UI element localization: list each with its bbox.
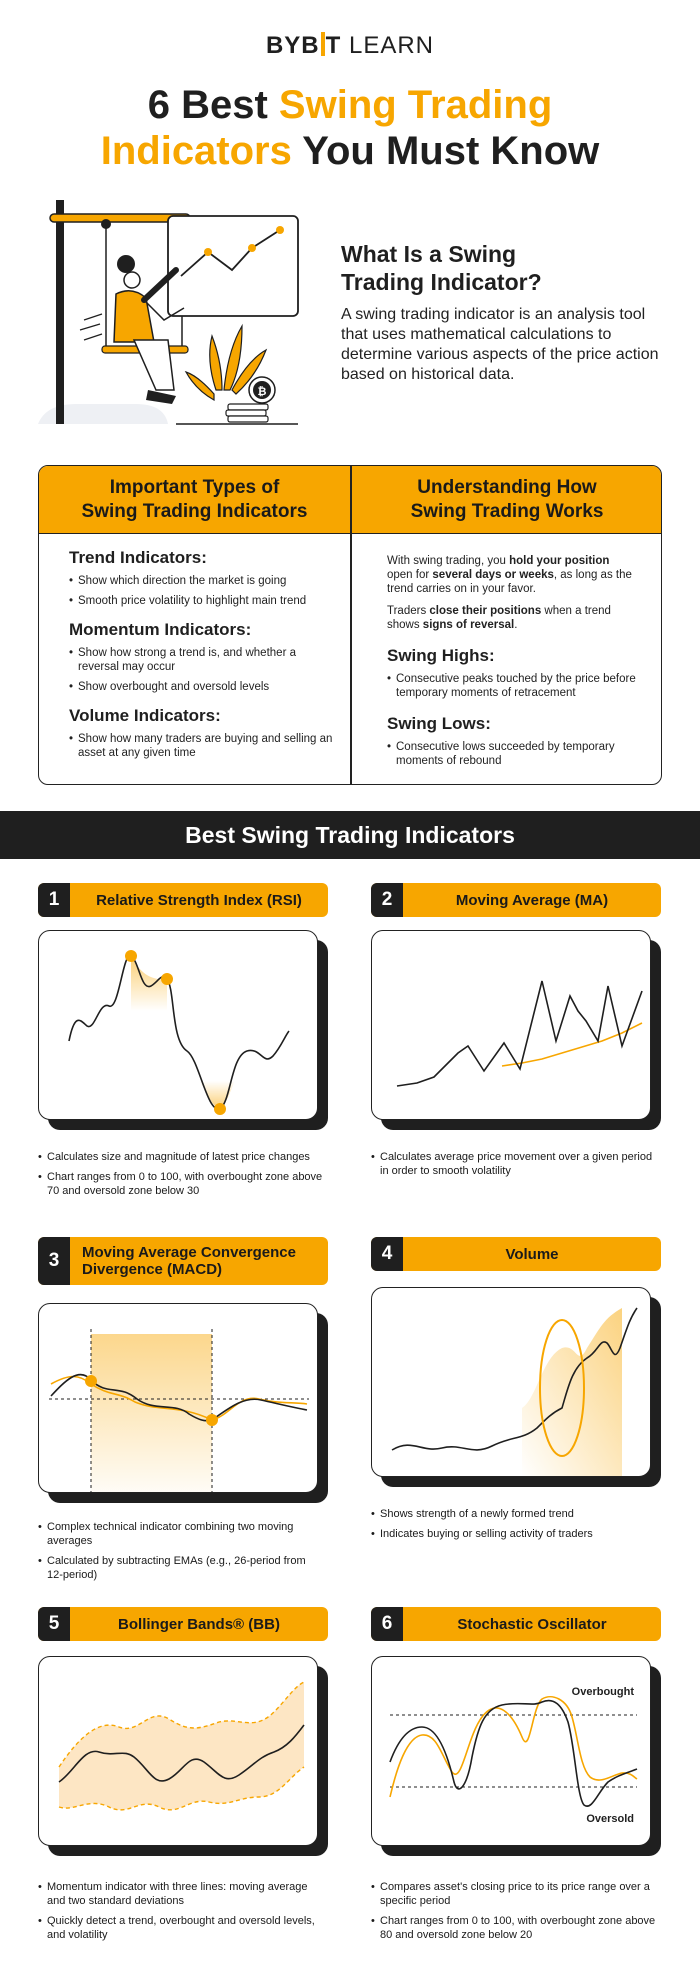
list-item: • Shows strength of a newly formed trend xyxy=(371,1507,661,1521)
brand-learn: LEARN xyxy=(348,32,435,59)
title-line2-dark: You Must Know xyxy=(291,129,600,173)
stochastic-chart xyxy=(371,1656,651,1846)
indicator-label-macd xyxy=(38,1237,328,1285)
ma-bullets xyxy=(371,1150,661,1184)
indicator-number: 5 xyxy=(38,1607,70,1641)
types-understanding-box xyxy=(38,465,662,785)
text-span: when a trend shows xyxy=(387,605,611,631)
bitcoin-icon: ₿ xyxy=(257,385,267,398)
types-heading-line2: Swing Trading Indicators xyxy=(81,500,308,522)
list-item: • Complex technical indicator combining two moving averages xyxy=(38,1520,323,1548)
page-title xyxy=(0,82,700,174)
brand-logo xyxy=(0,32,700,60)
indicator-name: Volume xyxy=(505,1245,559,1263)
indicator-label-rsi xyxy=(38,883,328,917)
list-item: • Show how many traders are buying and selling an asset at any given time xyxy=(69,732,334,760)
swing-highs-title: Swing Highs: xyxy=(387,646,495,665)
bollinger-bullets xyxy=(38,1880,323,1948)
indicator-number: 6 xyxy=(371,1607,403,1641)
indicator-name: Bollinger Bands® (BB) xyxy=(118,1615,280,1633)
overbought-label: Overbought xyxy=(571,1686,634,1698)
rsi-chart-svg xyxy=(39,931,318,1120)
trader-illustration xyxy=(36,190,306,430)
list-item: • Show how strong a trend is, and whether a reversal may occur xyxy=(69,646,334,674)
stochastic-bullets xyxy=(371,1880,661,1948)
box-divider xyxy=(350,466,352,784)
understanding-heading xyxy=(351,466,662,534)
understanding-paragraph-1 xyxy=(387,554,637,596)
swing-lows-title: Swing Lows: xyxy=(387,714,491,733)
bollinger-chart xyxy=(38,1656,318,1846)
trend-indicators-title: Trend Indicators: xyxy=(69,548,207,567)
macd-chart xyxy=(38,1303,318,1493)
intro-heading-line2: Trading Indicator? xyxy=(341,269,542,295)
text-bold: close their positions xyxy=(429,605,542,617)
list-item: • Consecutive peaks touched by the price before temporary moments of retracement xyxy=(387,672,637,700)
indicator-label-ma xyxy=(371,883,661,917)
title-line1-dark: 6 Best xyxy=(147,83,279,127)
brand-name-end: T xyxy=(325,32,342,59)
indicator-number: 2 xyxy=(371,883,403,917)
types-column xyxy=(69,548,334,766)
list-item: • Compares asset's closing price to its price range over a specific period xyxy=(371,1880,661,1908)
indicator-name: Moving Average (MA) xyxy=(455,891,609,909)
brand-bar-icon xyxy=(321,32,325,56)
volume-chart-svg xyxy=(372,1288,651,1477)
bollinger-chart-svg xyxy=(39,1657,318,1846)
oversold-label: Oversold xyxy=(586,1813,634,1825)
intro-text: A swing trading indicator is an analysis tool that uses mathematical calculations to determine various aspects of the price action based on historical data. xyxy=(341,306,659,383)
ma-chart xyxy=(371,930,651,1120)
indicator-label-stochastic xyxy=(371,1607,661,1641)
list-item: • Quickly detect a trend, overbought and oversold levels, and volatility xyxy=(38,1914,323,1942)
title-line1-orange: Swing Trading xyxy=(278,83,553,127)
understanding-heading-line1: Understanding How xyxy=(417,476,597,498)
indicator-label-bollinger xyxy=(38,1607,328,1641)
list-item: • Show overbought and oversold levels xyxy=(69,680,334,694)
list-item: • Consecutive lows succeeded by temporary moments of rebound xyxy=(387,740,637,768)
indicator-number: 4 xyxy=(371,1237,403,1271)
rsi-bullets xyxy=(38,1150,323,1204)
text-bold: hold your position xyxy=(509,555,610,567)
text-span: With swing trading, you xyxy=(387,555,510,567)
indicator-name: Stochastic Oscillator xyxy=(457,1615,607,1633)
understanding-paragraph-2 xyxy=(387,604,637,632)
list-item: • Calculated by subtracting EMAs (e.g., 26-period from 12-period) xyxy=(38,1554,323,1582)
title-line2-orange: Indicators xyxy=(100,129,292,173)
understanding-heading-line2: Swing Trading Works xyxy=(410,500,604,522)
volume-indicators-title: Volume Indicators: xyxy=(69,706,221,725)
list-item: • Smooth price volatility to highlight main trend xyxy=(69,594,334,608)
indicator-name: Moving Average Convergence Divergence (MACD) xyxy=(82,1244,296,1278)
text-span: . xyxy=(514,619,518,631)
indicator-name: Relative Strength Index (RSI) xyxy=(96,891,302,909)
text-bold: several days or weeks xyxy=(432,569,554,581)
intro-heading xyxy=(341,240,671,296)
text-bold: signs of reversal xyxy=(422,619,515,631)
section-banner: Best Swing Trading Indicators xyxy=(0,811,700,859)
list-item: • Show which direction the market is going xyxy=(69,574,334,588)
intro-heading-line1: What Is a Swing xyxy=(341,241,517,267)
text-span: , as long as the trend carries on in your favor. xyxy=(387,569,632,595)
macd-chart-svg xyxy=(39,1304,318,1493)
understanding-column xyxy=(387,554,637,774)
text-span: Traders xyxy=(387,605,430,617)
ma-chart-svg xyxy=(372,931,651,1120)
indicator-label-volume xyxy=(371,1237,661,1271)
types-heading xyxy=(39,466,350,534)
types-heading-line1: Important Types of xyxy=(109,476,280,498)
list-item: • Calculates size and magnitude of latest price changes xyxy=(38,1150,323,1164)
list-item: • Chart ranges from 0 to 100, with overbought zone above 70 and oversold zone below 30 xyxy=(38,1170,323,1198)
volume-chart xyxy=(371,1287,651,1477)
list-item: • Momentum indicator with three lines: moving average and two standard deviations xyxy=(38,1880,323,1908)
stochastic-chart-svg xyxy=(372,1657,651,1846)
brand-name: BYB xyxy=(265,32,320,59)
list-item: • Calculates average price movement over a given period in order to smooth volatility xyxy=(371,1150,661,1178)
macd-bullets xyxy=(38,1520,323,1588)
indicator-number: 3 xyxy=(38,1237,70,1285)
volume-bullets xyxy=(371,1507,661,1547)
list-item: • Indicates buying or selling activity of traders xyxy=(371,1527,661,1541)
momentum-indicators-title: Momentum Indicators: xyxy=(69,620,252,639)
text-span: open for xyxy=(387,569,433,581)
list-item: • Chart ranges from 0 to 100, with overbought zone above 80 and oversold zone below 20 xyxy=(371,1914,661,1942)
rsi-chart xyxy=(38,930,318,1120)
indicator-number: 1 xyxy=(38,883,70,917)
